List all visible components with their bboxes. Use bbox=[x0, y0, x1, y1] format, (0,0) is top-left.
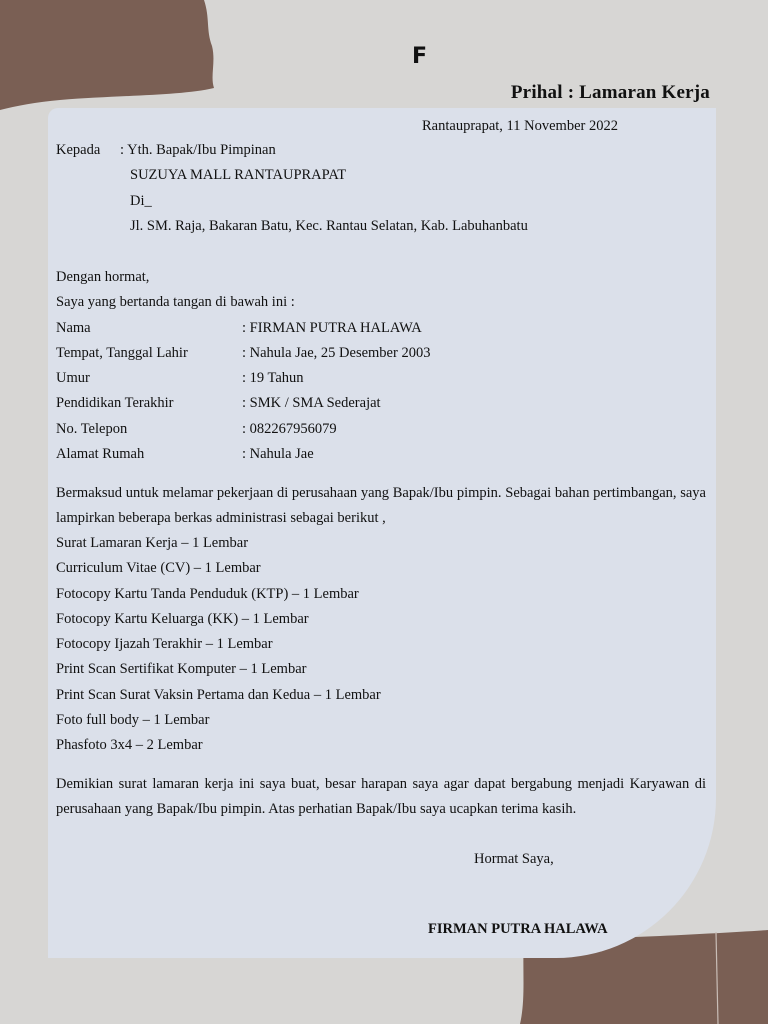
field-label: Nama bbox=[56, 319, 91, 336]
greeting: Dengan hormat, bbox=[56, 269, 150, 285]
field-label: Pendidikan Terakhir bbox=[56, 395, 174, 412]
recipient-di: Di_ bbox=[130, 192, 152, 209]
letter-subject: Prihal : Lamaran Kerja bbox=[510, 82, 710, 103]
field-value: : FIRMAN PUTRA HALAWA bbox=[242, 319, 422, 336]
closing-paragraph: Demikian surat lamaran kerja ini saya buat, besar harapan saya agar dapat bergabung menjadi Karyawan di perusahaan yang Bapak/Ibu pimpin. Atas perhatian Bapak/Ibu saya ucapkan terima kasih. bbox=[56, 776, 706, 818]
recipient-label: Kepada bbox=[56, 142, 101, 158]
signer-name: FIRMAN PUTRA HALAWA bbox=[428, 921, 608, 937]
list-item: Foto full body – 1 Lembar bbox=[56, 712, 210, 729]
field-row bbox=[56, 341, 706, 366]
recipient-block bbox=[56, 138, 716, 239]
field-label: Umur bbox=[56, 370, 90, 387]
field-row bbox=[56, 366, 706, 391]
place-date: Rantauprapat, 11 November 2022 bbox=[422, 118, 618, 134]
field-value: : 082267956079 bbox=[242, 420, 337, 437]
field-row bbox=[56, 417, 706, 442]
list-item: Print Scan Sertifikat Komputer – 1 Lembar bbox=[56, 661, 307, 678]
attachment-list bbox=[56, 531, 381, 759]
field-value: : SMK / SMA Sederajat bbox=[242, 395, 381, 412]
list-item: Curriculum Vitae (CV) – 1 Lembar bbox=[56, 560, 261, 577]
list-item: Print Scan Surat Vaksin Pertama dan Kedua – 1 Lembar bbox=[56, 686, 381, 703]
field-row bbox=[56, 316, 706, 341]
purpose-paragraph: Bermaksud untuk melamar pekerjaan di perusahaan yang Bapak/Ibu pimpin. Sebagai bahan pertimbangan, saya lampirkan beberapa berkas administrasi sebagai berikut , bbox=[56, 485, 706, 527]
field-value: : Nahula Jae, 25 Desember 2003 bbox=[242, 344, 431, 361]
field-label: Alamat Rumah bbox=[56, 446, 145, 463]
list-item: Phasfoto 3x4 – 2 Lembar bbox=[56, 737, 203, 754]
list-item: Fotocopy Ijazah Terakhir – 1 Lembar bbox=[56, 636, 273, 653]
list-item: Fotocopy Kartu Tanda Penduduk (KTP) – 1 Lembar bbox=[56, 585, 359, 602]
applicant-details bbox=[56, 265, 706, 467]
field-row bbox=[56, 442, 706, 467]
list-item: Surat Lamaran Kerja – 1 Lembar bbox=[56, 535, 249, 551]
field-label: Tempat, Tanggal Lahir bbox=[56, 344, 188, 361]
recipient-line: : Yth. Bapak/Ibu Pimpinan bbox=[120, 142, 276, 158]
recipient-address: Jl. SM. Raja, Bakaran Batu, Kec. Rantau Selatan, Kab. Labuhanbatu bbox=[130, 217, 528, 234]
intro-line: Saya yang bertanda tangan di bawah ini : bbox=[56, 294, 295, 311]
recipient-company: SUZUYA MALL RANTAUPRAPAT bbox=[130, 167, 347, 184]
field-value: : 19 Tahun bbox=[242, 370, 304, 387]
field-value: : Nahula Jae bbox=[242, 446, 314, 463]
field-label: No. Telepon bbox=[56, 420, 128, 437]
field-row bbox=[56, 391, 706, 416]
logo-letter: F bbox=[412, 44, 428, 69]
closing-salutation: Hormat Saya, bbox=[474, 851, 554, 867]
list-item: Fotocopy Kartu Keluarga (KK) – 1 Lembar bbox=[56, 610, 309, 627]
